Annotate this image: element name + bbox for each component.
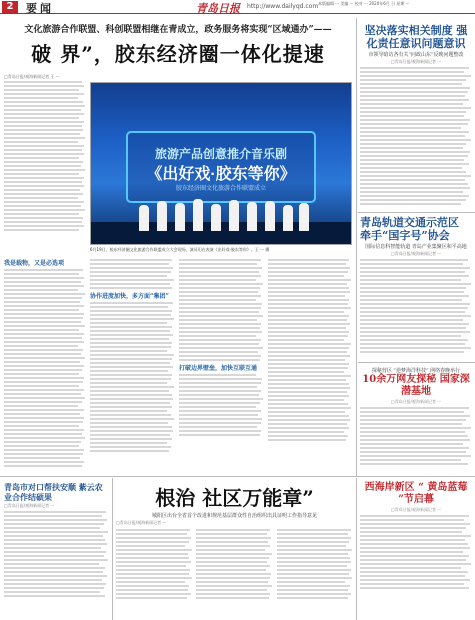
newspaper-logo: 青岛日报: [196, 2, 240, 15]
dancer-figure: [193, 199, 203, 231]
lead-subhead-2: 协作进度加快，多方面“集团”: [90, 293, 169, 300]
dancer-figure: [139, 205, 149, 231]
bottom-left-story: [4, 482, 109, 618]
column-divider: [356, 478, 357, 620]
lead-body-column-2: [4, 256, 86, 461]
bottom-main-column: [116, 528, 192, 601]
sidebar-story-2-headline[interactable]: 青岛轨道交通示范区 牵手“国字号”协会: [360, 216, 459, 242]
lead-headline[interactable]: 破 界”，胶东经济圈一体化提速: [31, 42, 325, 66]
lead-body-column-4: [179, 258, 264, 461]
dancers-group: [135, 191, 310, 231]
dancer-figure: [283, 205, 293, 231]
lead-kicker: 文化旅游合作联盟、科创联盟相继在青成立，政务服务将实现“区域通办”——: [24, 25, 332, 35]
dancer-figure: [211, 204, 221, 231]
photo-caption: 6月19日，胶东经济圈文化旅游合作联盟成立大会现场，演员们在表演《出好戏·胶东等你》。王 ··· 摄: [90, 247, 270, 252]
dancer-figure: [175, 203, 185, 231]
sidebar-story-4-headline[interactable]: 西海岸新区 “ 黄岛蓝莓 ”节启幕: [364, 482, 468, 505]
sidebar-story-1-headline[interactable]: 坚决落实相关制度 强化责任意识问题意识: [364, 24, 468, 50]
dancer-figure: [229, 200, 239, 231]
website-url[interactable]: http://www.dailyqd.com: [247, 3, 319, 10]
sidebar-story-1: [360, 24, 472, 210]
sidebar-story-4-byline: □青岛日报/观海新闻记者 ···: [390, 507, 442, 512]
bottom-main-column: [196, 528, 272, 601]
section-title: 要闻: [26, 2, 54, 15]
sidebar-story-3-headline[interactable]: 10余万网友探秘 国家深潜基地: [362, 374, 470, 397]
lead-body-column-5: [268, 258, 352, 461]
sidebar-story-4: [360, 482, 472, 618]
bottom-main-column: [277, 528, 353, 601]
lead-story: [4, 22, 352, 67]
lead-body-column-3: [90, 258, 175, 461]
stage-banner-small: 胶东经济圈文化旅游合作联盟成立: [175, 186, 266, 192]
page-masthead: [0, 0, 475, 14]
bottom-main-story: [116, 482, 353, 618]
sidebar-story-3-byline: □青岛日报/观海新闻记者 ···: [390, 399, 442, 404]
sidebar-story-2-byline: □青岛日报/观海新闻记者 ···: [390, 251, 442, 256]
lead-photo: [90, 82, 352, 245]
bottom-left-byline: □青岛日报/观海新闻记者 ···: [4, 503, 55, 508]
bottom-main-columns: [116, 528, 353, 601]
dancer-figure: [247, 202, 257, 231]
sidebar-story-2: [360, 216, 472, 360]
lead-body-column-1: [4, 73, 86, 251]
bottom-main-byline: □青岛日报/观海新闻记者 ···: [116, 520, 167, 525]
stage-banner-top: 旅游产品创意推介音乐剧: [154, 147, 287, 161]
lead-byline: □青岛日报/观海新闻记者 王 ···: [4, 74, 60, 79]
sidebar-story-3-kicker: 探秘营区 “逆梦海洋科技” 网络春晚举行: [371, 368, 461, 374]
sidebar-divider: [358, 362, 475, 363]
bottom-left-headline[interactable]: 青岛市对口帮扶安顺 紫云农业合作结硕果: [4, 482, 103, 502]
column-divider: [112, 478, 113, 620]
dancer-figure: [157, 201, 167, 231]
sidebar-divider: [358, 212, 475, 213]
sidebar-story-3: [360, 366, 472, 474]
bottom-main-subhead: 城阳区出台全省首个改进和规范基层群众性自治组织出具证明工作指导意见: [151, 513, 317, 519]
sidebar-story-2-subhead: 国际信息科智能轨道 青岛产业集聚区和平高地: [365, 244, 467, 250]
sidebar-story-1-byline: □青岛日报/观海新闻记者 ···: [390, 59, 442, 64]
column-divider: [356, 18, 357, 476]
sidebar-story-1-subhead: 市领导暗访各有关“问政山东”反映问题整改: [368, 52, 464, 58]
bottom-main-headline[interactable]: 根治 社区万能章”: [155, 486, 314, 510]
page-number-badge: 2: [2, 1, 18, 13]
issue-meta: 本版编辑 ··· 美编 ··· 校对 ··· 2020年6月 日 星期 ···: [318, 1, 410, 6]
stage-banner-main: 《出好戏·胶东等你》: [146, 166, 296, 183]
dancer-figure: [299, 203, 309, 231]
sidebar-divider: [358, 476, 475, 477]
dancer-figure: [265, 201, 275, 231]
lead-subhead-3: 打破边界壁垒，加快互联互通: [179, 365, 258, 372]
lead-subhead-1: 我是载物，又是必选项: [4, 260, 65, 267]
